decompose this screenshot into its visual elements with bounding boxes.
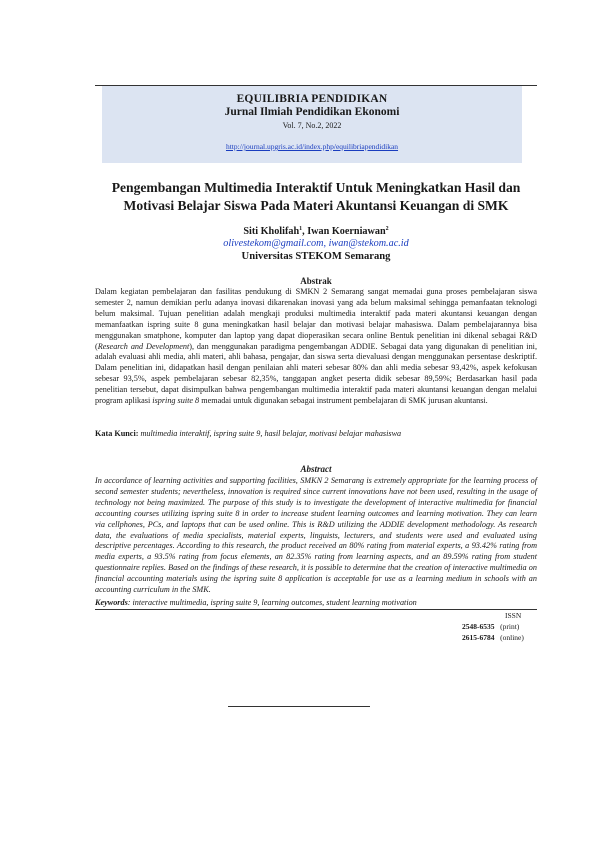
paper-title-line-2: Motivasi Belajar Siswa Pada Materi Akuntansi Keuangan di SMK (123, 198, 509, 213)
author-list (95, 223, 537, 238)
keywords-label: Keywords (95, 598, 128, 607)
abstract-heading: Abstract (300, 464, 332, 474)
issn-print-number: 2548-6535 (462, 622, 495, 631)
abstrak-body (95, 287, 537, 407)
author-emails[interactable]: olivestekom@gmail.com, iwan@stekom.ac.id (223, 238, 409, 249)
author-2: Iwan Koerniawan (307, 226, 386, 237)
paper-title (95, 179, 537, 215)
author-1-affiliation-mark: 1 (299, 226, 303, 232)
keywords (95, 597, 537, 608)
abstrak-heading: Abstrak (300, 276, 332, 286)
issn-online (462, 633, 524, 643)
issn-label: ISSN (505, 611, 522, 620)
author-1: Siti Kholifah (243, 226, 300, 237)
abstract-body: In accordance of learning activities and supporting facilities, SMKN 2 Semarang is extremely appropriate for the learning process of second semester students; nevertheless, innovation is required since current innovations have not been used, resulting in the usage of technology not being maximized. The purpose of this study is to investigate the development of interactive multimedia for financial accounting courses utilizing ispring suite 8 in order to increase student learning outcomes and learning motivation. They can learn via cellphones, PCs, and laptops that can be used online. This is R&D utilizing the ADDIE development methodology. As research data, the evaluations of media specialists, material experts, linguists, lecturers, and students were used and evaluated using descriptive percentages. According to this research, the product received an 80% rating from material experts, a 93.42% rating from media experts, a 93.5% rating from focus elements, an 82.35% rating from learning aspects, and an 89.59% rating from student questionnaire replies. Based on the findings of these research, it is possible to determine that the creation of interactive multimedia on financial accounting materials using the ispring suite 8 application is acceptable for use as a learning medium in schools with an accounting curriculum in the SMK. (95, 476, 537, 595)
paper-title-line-1: Pengembangan Multimedia Interaktif Untuk Meningkatkan Hasil dan (111, 180, 521, 195)
journal-subtitle: Jurnal Ilmiah Pendidikan Ekonomi (224, 106, 400, 118)
abstrak-text-a: Dalam kegiatan pembelajaran dan fasilitas pendukung di SMKN 2 Semarang sangat memadai guna proses pembelajaran siswa semester 2, namun demikian perlu adanya inovasi dikarenakan inovasi yang ada belum maksimal sehingga pemanfaatan teknologi belum maksimal. Tujuan penelitian adalah mengkaji produksi multimedia interaktif pada materi akuntansi keuangan dengan memanfaatkan ispring suite 8 guna meningkatkan hasil belajar dan motivasi belajar mahasiswa. Dalam pembelajarannya bisa menggunakan smatphone, komputer dan laptop yang dapat dioperasikan secara online Bentuk penelitian ini dikenal sebagai R&D ( (95, 287, 537, 351)
abstract-bottom-rule (95, 609, 537, 610)
affiliation: Universitas STEKOM Semarang (241, 251, 391, 262)
abstrak-text-c: memadai untuk digunakan sebagai instrument pembelajaran di SMK jurusan akuntansi. (199, 396, 488, 406)
footnote-rule (228, 706, 370, 707)
abstrak-text-italic: Research and Development (97, 341, 190, 351)
issn-online-label: (online) (500, 633, 524, 642)
author-separator: , (302, 226, 308, 237)
kata-kunci-text: multimedia interaktif, ispring suite 9, hasil belajar, motivasi belajar mahasiswa (138, 429, 402, 438)
issn-print (462, 622, 519, 632)
issn-online-number: 2615-6784 (462, 633, 495, 642)
abstrak-text-b: ), dan menggunakan paradigma pengembangan ADDIE. Sebagai data yang digunakan di penelitian ini, adalah evaluasi ahli media, ahli materi, ahli bahasa, pengajar, dan siswa serta dievaluasi dengan menggunakan persentase deskriptif. Dalam penelitian ini, didapatkan hasil dengan penilaian ahli materi sebesar 80% dan ahli media sebesar 93,42%, aspek kefokusan sebesar 93,5%, aspek pembelajaran sebesar 82,35%, tanggapan angket peserta didik sebesar 89,59%; Berdasarkan hasil pada penelitian tersebut, dapat disimpulkan bahwa pengembangan multimedia interaktif pada materi akuntansi keuangan dengan melalui program aplikasi (95, 341, 537, 406)
journal-title: EQUILIBRIA PENDIDIKAN (236, 93, 388, 105)
keywords-text: : interactive multimedia, ispring suite 9, learning outcomes, student learning motivation (127, 598, 417, 607)
author-2-affiliation-mark: 2 (385, 226, 389, 232)
issn-print-label: (print) (500, 622, 520, 631)
kata-kunci-label: Kata Kunci: (95, 429, 139, 438)
abstrak-text-italic-2: ispring suite 8 (152, 396, 200, 406)
journal-header (102, 86, 522, 163)
kata-kunci (95, 428, 537, 439)
journal-volume: Vol. 7, No.2, 2022 (282, 121, 342, 130)
journal-link[interactable]: http://journal.upgris.ac.id/index.php/equilibriapendidikan (225, 142, 399, 151)
